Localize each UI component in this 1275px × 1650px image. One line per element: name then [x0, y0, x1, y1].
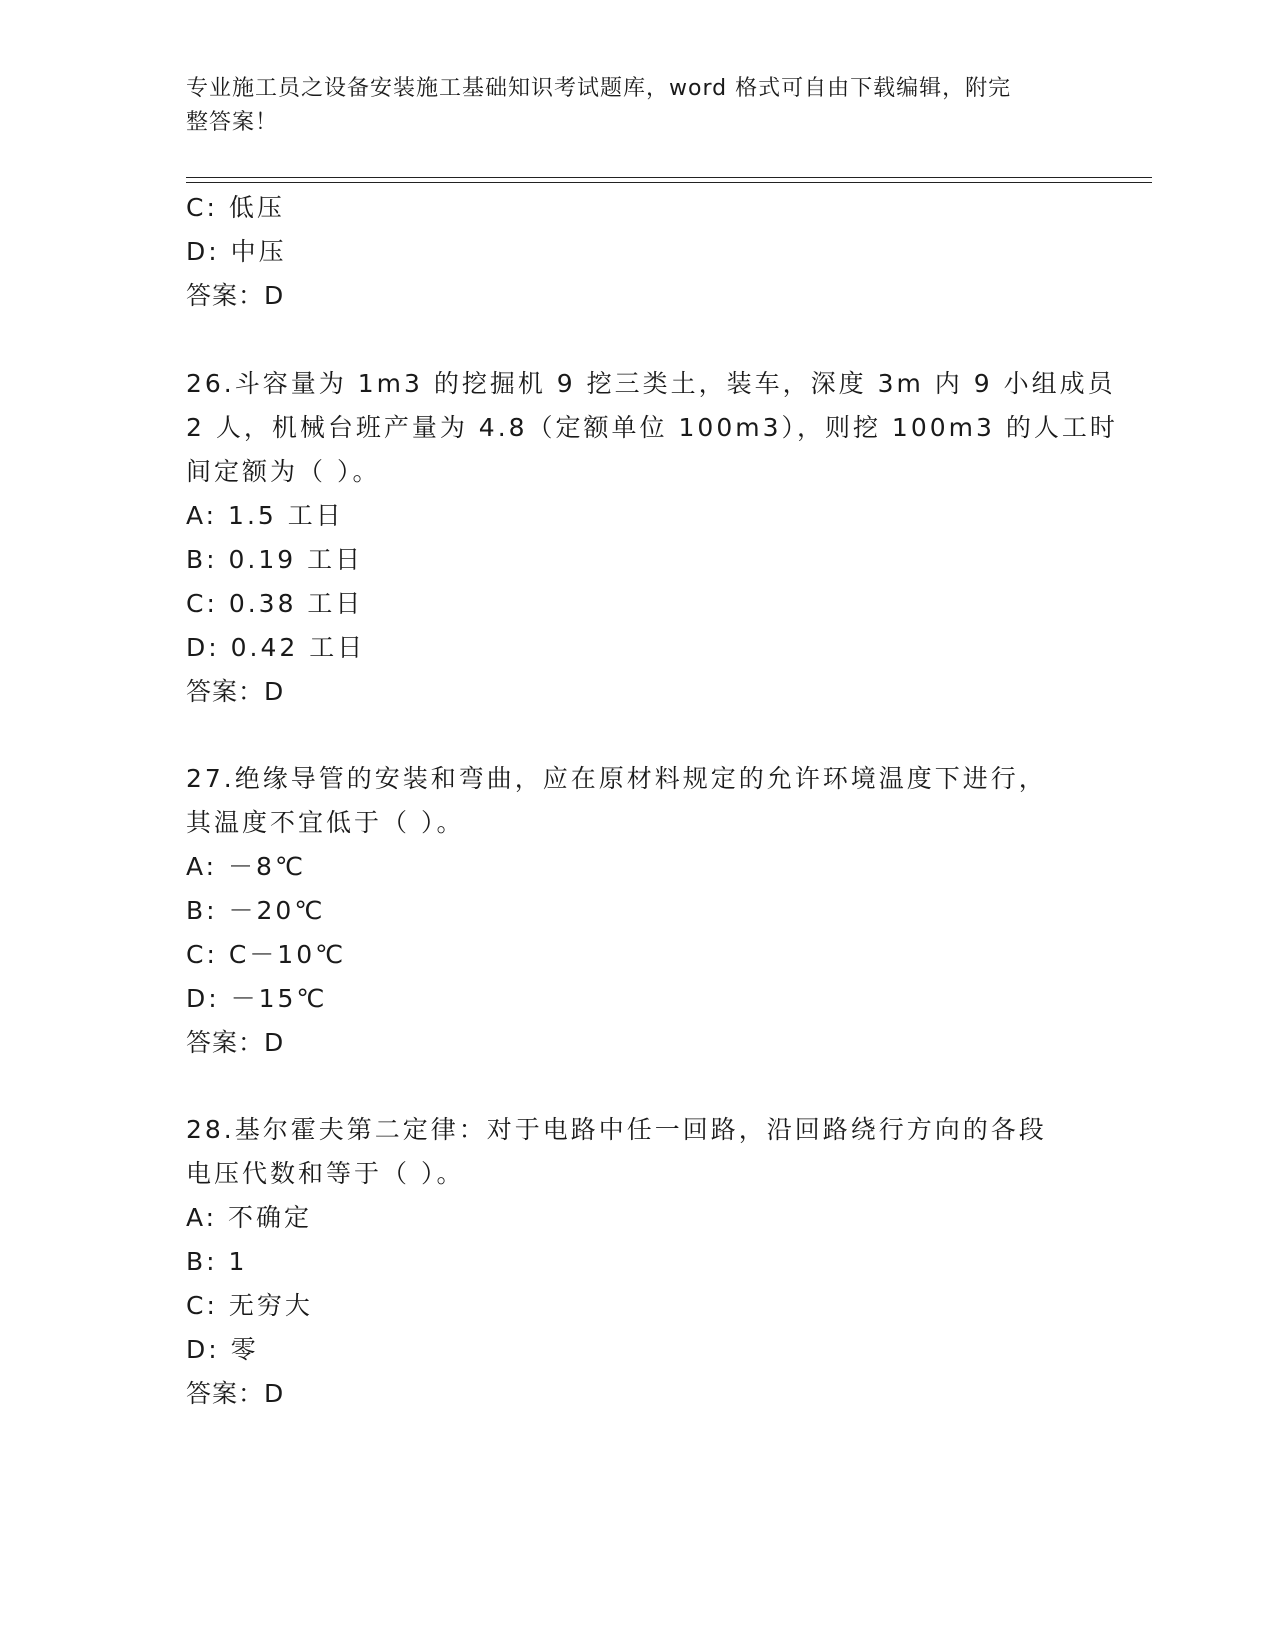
question-27-answer: 答案：D	[186, 1028, 285, 1057]
question-27-option-b: B: －20℃	[186, 896, 326, 925]
question-26-option-a: A: 1.5 工日	[186, 501, 344, 530]
question-26-option-c: C: 0.38 工日	[186, 589, 364, 618]
question-27-stem-line-2: 其温度不宜低于（ ）。	[186, 808, 465, 837]
option-c: C: 低压	[186, 193, 285, 222]
option-d: D: 中压	[186, 237, 287, 266]
question-27-option-d: D: －15℃	[186, 984, 328, 1013]
question-28-answer: 答案：D	[186, 1379, 285, 1408]
question-26-option-d: D: 0.42 工日	[186, 633, 366, 662]
question-28-stem-line-2: 电压代数和等于（ ）。	[186, 1159, 465, 1188]
question-28-option-a: A: 不确定	[186, 1203, 313, 1232]
question-27-stem-line-1: 27.绝缘导管的安装和弯曲，应在原材料规定的允许环境温度下进行，	[186, 764, 1047, 793]
question-28-stem-line-1: 28.基尔霍夫第二定律：对于电路中任一回路，沿回路绕行方向的各段	[186, 1115, 1047, 1144]
question-26-stem-line-3: 间定额为（ ）。	[186, 457, 381, 486]
question-26-stem-line-1: 26.斗容量为 1m3 的挖掘机 9 挖三类土，装车，深度 3m 内 9 小组成员	[186, 369, 1116, 398]
question-28-option-c: C: 无穷大	[186, 1291, 313, 1320]
question-28-option-b: B: 1	[186, 1247, 248, 1276]
question-26-answer: 答案：D	[186, 677, 285, 706]
header-line-2: 整答案！	[186, 110, 279, 135]
header-line-1: 专业施工员之设备安装施工基础知识考试题库，word 格式可自由下载编辑，附完	[186, 76, 1012, 101]
question-27-option-a: A: －8℃	[186, 852, 307, 881]
question-27-option-c: C: C－10℃	[186, 940, 347, 969]
answer-label: 答案：D	[186, 281, 285, 310]
question-26-stem-line-2: 2 人，机械台班产量为 4.8（定额单位 100m3），则挖 100m3 的人工时	[186, 413, 1118, 442]
page-header	[186, 72, 1066, 140]
header-rule-bottom	[186, 182, 1152, 183]
question-28-option-d: D: 零	[186, 1335, 259, 1364]
question-26-option-b: B: 0.19 工日	[186, 545, 364, 574]
header-rule-top	[186, 177, 1152, 178]
